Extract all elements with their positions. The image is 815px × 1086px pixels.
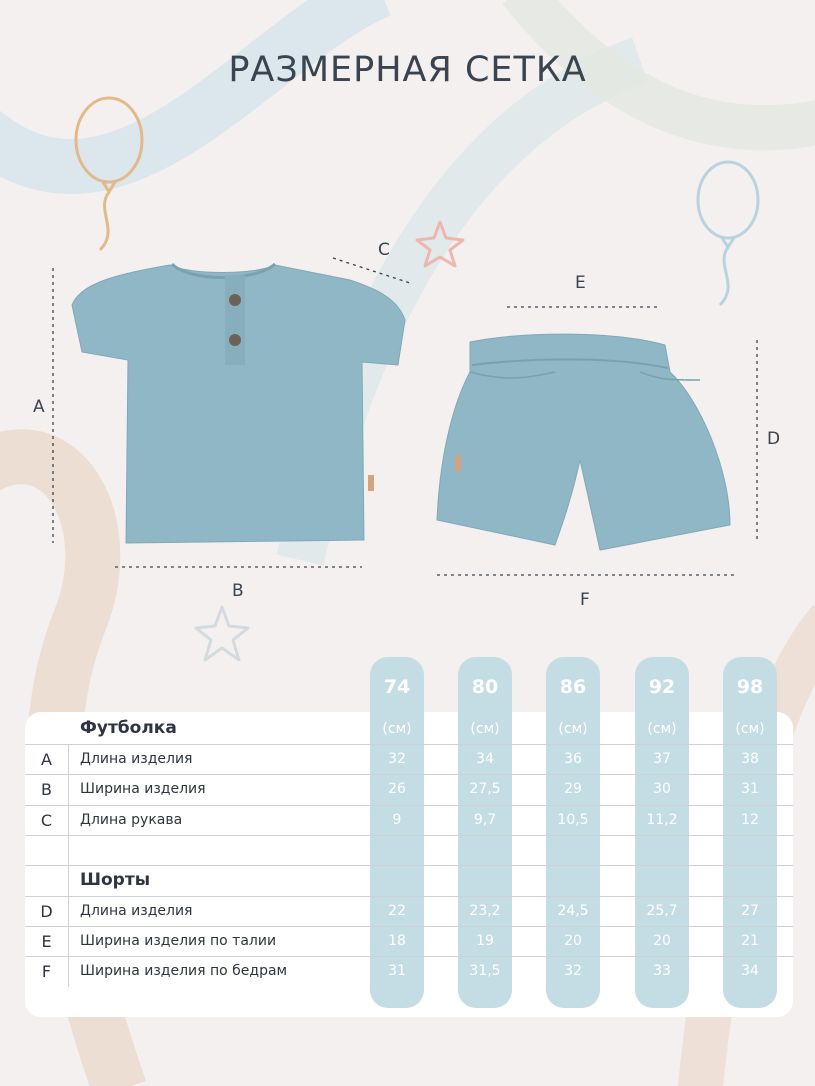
table-cell: 23,2	[469, 903, 501, 919]
row-letter: E	[41, 932, 52, 951]
table-cell: 10,5	[557, 812, 589, 828]
dim-b-label: B	[232, 581, 244, 601]
table-cell: 9,7	[473, 812, 497, 828]
tshirt-image	[72, 264, 405, 543]
table-cell: 11,2	[646, 812, 678, 828]
column-divider	[68, 744, 69, 987]
size-header: 74	[383, 676, 411, 698]
row-label: Ширина изделия по бедрам	[80, 963, 288, 979]
row-letter: F	[41, 962, 52, 981]
size-header: 80	[471, 676, 499, 698]
tshirt-section-title: Футболка	[80, 718, 177, 738]
row-letter: D	[40, 902, 53, 921]
page-title: РАЗМЕРНАЯ СЕТКА	[228, 50, 587, 90]
table-cell: 22	[388, 903, 406, 919]
shorts-image	[437, 334, 730, 550]
table-cell: 32	[564, 963, 582, 979]
table-cell: 36	[564, 751, 582, 767]
row-divider	[25, 865, 793, 866]
table-cell: 27,5	[469, 781, 501, 797]
table-cell: 37	[653, 751, 671, 767]
table-cell: 12	[741, 812, 759, 828]
size-header: 92	[648, 676, 676, 698]
table-cell: 30	[653, 781, 671, 797]
size-unit: (см)	[735, 721, 765, 737]
row-divider	[25, 805, 793, 806]
row-label: Ширина изделия по талии	[80, 933, 277, 949]
table-cell: 38	[741, 751, 759, 767]
table-cell: 21	[741, 933, 759, 949]
row-label: Длина рукава	[80, 812, 183, 828]
row-divider	[25, 896, 793, 897]
size-unit: (см)	[470, 721, 500, 737]
table-cell: 32	[388, 751, 406, 767]
table-cell: 9	[392, 812, 402, 828]
row-letter: A	[41, 750, 52, 769]
size-header: 98	[736, 676, 764, 698]
shorts-section-title: Шорты	[80, 870, 151, 890]
table-cell: 31,5	[469, 963, 501, 979]
row-divider	[25, 744, 793, 745]
table-cell: 25,7	[646, 903, 678, 919]
table-cell: 29	[564, 781, 582, 797]
table-cell: 20	[653, 933, 671, 949]
table-cell: 24,5	[557, 903, 589, 919]
table-cell: 34	[476, 751, 494, 767]
table-cell: 34	[741, 963, 759, 979]
row-divider	[25, 774, 793, 775]
table-cell: 26	[388, 781, 406, 797]
size-unit: (см)	[647, 721, 677, 737]
button-2	[229, 334, 241, 346]
size-unit: (см)	[558, 721, 588, 737]
row-label: Длина изделия	[80, 903, 193, 919]
row-divider	[25, 926, 793, 927]
size-header: 86	[559, 676, 587, 698]
row-divider	[25, 835, 793, 836]
dim-f-label: F	[580, 590, 590, 610]
dim-c-label: C	[378, 240, 390, 260]
row-letter: C	[40, 811, 53, 830]
table-cell: 20	[564, 933, 582, 949]
table-cell: 27	[741, 903, 759, 919]
button-1	[229, 294, 241, 306]
table-cell: 18	[388, 933, 406, 949]
table-cell: 31	[741, 781, 759, 797]
row-letter: B	[41, 780, 52, 799]
dim-d-label: D	[767, 429, 781, 449]
row-label: Ширина изделия	[80, 781, 206, 797]
size-unit: (см)	[382, 721, 412, 737]
table-cell: 33	[653, 963, 671, 979]
row-label: Длина изделия	[80, 751, 193, 767]
table-cell: 19	[476, 933, 494, 949]
dim-e-label: E	[575, 273, 586, 293]
dim-a-label: A	[33, 397, 45, 417]
row-divider	[25, 956, 793, 957]
table-cell: 31	[388, 963, 406, 979]
